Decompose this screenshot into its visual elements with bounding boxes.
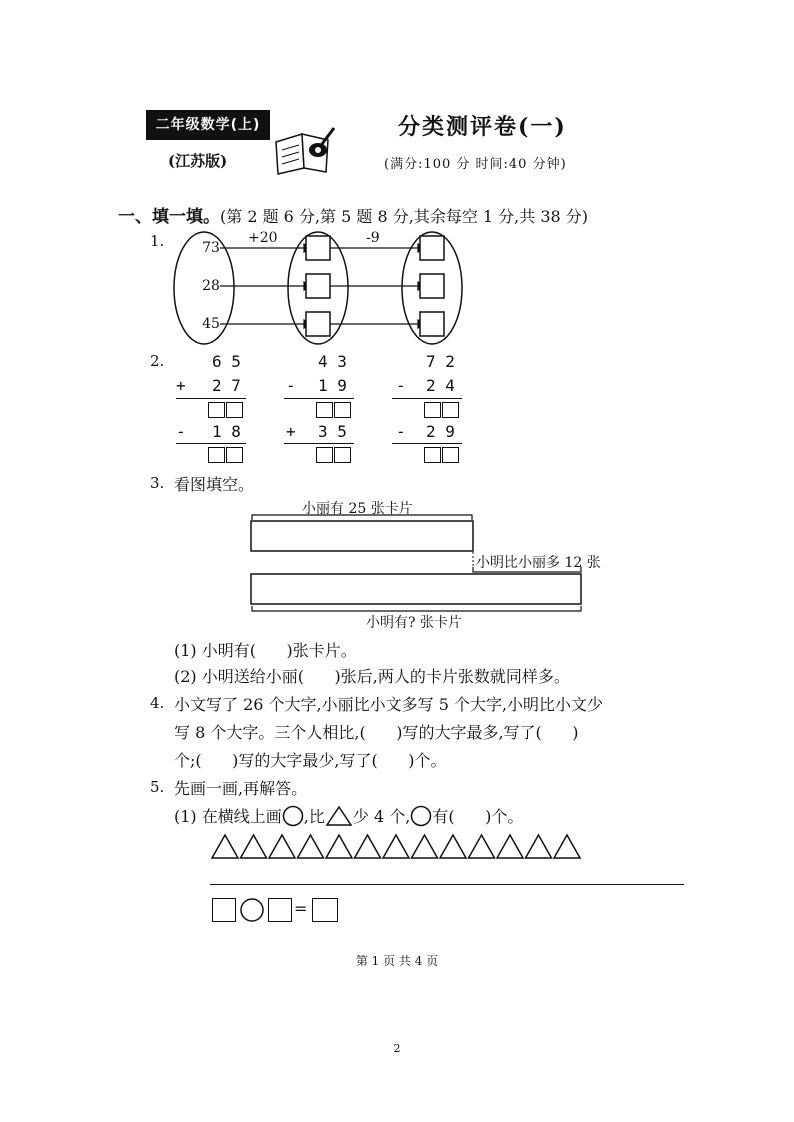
triangle-icon bbox=[241, 835, 267, 858]
q1-input-2: 28 bbox=[202, 278, 220, 294]
circle-icon bbox=[410, 805, 432, 827]
answer-box[interactable] bbox=[226, 402, 243, 418]
triangle-icon bbox=[497, 835, 523, 858]
circle-icon bbox=[282, 805, 304, 827]
answer-box[interactable] bbox=[442, 447, 459, 463]
q3-sub-question-1: (1) 小明有( )张卡片。 bbox=[174, 641, 357, 660]
question-1-number: 1. bbox=[150, 232, 165, 250]
question-5-number: 5. bbox=[150, 778, 165, 796]
q5-sub-question-1 bbox=[174, 804, 523, 827]
q1-input-1: 73 bbox=[202, 240, 220, 256]
q3-label-xiaoli: 小丽有 25 张卡片 bbox=[302, 501, 413, 517]
question-2-number: 2. bbox=[150, 352, 165, 370]
q4-line-2: 写 8 个大字。三个人相比,( )写的大字最多,写了( ) bbox=[174, 723, 579, 742]
answer-box[interactable] bbox=[316, 402, 333, 418]
triangle-icon bbox=[269, 835, 295, 858]
q3-label-difference: 小明比小丽多 12 张 bbox=[476, 555, 601, 571]
answer-box[interactable] bbox=[424, 447, 441, 463]
answer-box[interactable] bbox=[208, 447, 225, 463]
section-note: (第 2 题 6 分,第 5 题 8 分,其余每空 1 分,共 38 分) bbox=[220, 207, 589, 226]
q2-col1-op1: + bbox=[176, 376, 186, 395]
q5-sub1-part-d: 有( )个。 bbox=[432, 807, 524, 826]
q2-col3-op2: - bbox=[396, 422, 406, 441]
q2-col2-n1: 1 9 bbox=[318, 376, 347, 395]
answer-box[interactable] bbox=[226, 447, 243, 463]
q2-col2-n2: 3 5 bbox=[318, 422, 347, 441]
answer-box[interactable] bbox=[334, 402, 351, 418]
q2-col2-op1: - bbox=[286, 376, 296, 395]
section-title: 填一填。 bbox=[152, 207, 220, 227]
q1-operation-1: +20 bbox=[248, 230, 278, 246]
section-number: 一、 bbox=[118, 207, 152, 227]
answer-box[interactable] bbox=[208, 402, 225, 418]
operator-circle[interactable] bbox=[238, 897, 266, 923]
question-3-prompt: 看图填空。 bbox=[174, 475, 255, 494]
page-number: 2 bbox=[393, 1042, 401, 1055]
q2-col2-rule-2 bbox=[284, 443, 354, 444]
q2-col3-op1: - bbox=[396, 376, 406, 395]
q2-col3-n1: 2 4 bbox=[426, 376, 455, 395]
triangle-icon bbox=[355, 835, 381, 858]
q1-operation-2: -9 bbox=[366, 230, 380, 246]
triangle-icon bbox=[554, 835, 580, 858]
grade-badge: 二年级数学(上) bbox=[146, 110, 270, 140]
q2-col1-n2: 1 8 bbox=[212, 422, 241, 441]
triangle-icon bbox=[383, 835, 409, 858]
question-4-number: 4. bbox=[150, 694, 165, 712]
q2-col2-rule-1 bbox=[284, 398, 354, 399]
triangle-icon bbox=[325, 805, 353, 827]
triangle-icon bbox=[298, 835, 324, 858]
question-3-number: 3. bbox=[150, 474, 165, 492]
q5-triangle-row bbox=[210, 833, 590, 861]
triangle-icon bbox=[412, 835, 438, 858]
q2-col1-rule-2 bbox=[176, 443, 246, 444]
equation-box[interactable] bbox=[268, 898, 292, 922]
q2-col2-op2: + bbox=[286, 422, 296, 441]
q2-col3-rule-1 bbox=[392, 398, 462, 399]
answer-box[interactable] bbox=[424, 402, 441, 418]
triangle-icon bbox=[440, 835, 466, 858]
q2-col1-top: 6 5 bbox=[212, 352, 241, 371]
equals-sign: = bbox=[294, 899, 308, 918]
q2-col2-top: 4 3 bbox=[318, 352, 347, 371]
page-footer: 第 1 页 共 4 页 bbox=[355, 954, 439, 968]
page-title: 分类测评卷(一) bbox=[398, 114, 567, 140]
q4-line-3: 个;( )写的大字最少,写了( )个。 bbox=[174, 751, 447, 770]
q2-col3-n2: 2 9 bbox=[426, 422, 455, 441]
book-pen-illustration bbox=[272, 124, 338, 176]
q2-col1-rule-1 bbox=[176, 398, 246, 399]
score-time-info: (满分:100 分 时间:40 分钟) bbox=[384, 157, 567, 172]
equation-box[interactable] bbox=[312, 898, 338, 922]
q1-input-3: 45 bbox=[202, 316, 220, 332]
answer-box[interactable] bbox=[334, 447, 351, 463]
q4-line-1: 小文写了 26 个大字,小丽比小文多写 5 个大字,小明比小文少 bbox=[174, 695, 604, 714]
answer-box[interactable] bbox=[316, 447, 333, 463]
triangle-icon bbox=[469, 835, 495, 858]
q5-sub1-part-b: ,比 bbox=[303, 807, 325, 826]
q2-col3-rule-2 bbox=[392, 443, 462, 444]
q5-sub1-part-c: 少 4 个, bbox=[352, 807, 411, 826]
q3-label-xiaoming: 小明有? 张卡片 bbox=[366, 615, 462, 631]
q3-sub-question-2: (2) 小明送给小丽( )张后,两人的卡片张数就同样多。 bbox=[174, 667, 570, 686]
question-5-prompt: 先画一画,再解答。 bbox=[174, 779, 308, 798]
q2-col1-n1: 2 7 bbox=[212, 376, 241, 395]
q2-col3-top: 7 2 bbox=[426, 352, 455, 371]
section-heading bbox=[118, 202, 588, 227]
triangle-icon bbox=[212, 835, 238, 858]
q5-sub1-part-a: (1) 在横线上画 bbox=[174, 807, 282, 826]
q2-col1-op2: - bbox=[176, 422, 186, 441]
edition-label: (江苏版) bbox=[168, 152, 228, 170]
triangle-icon bbox=[526, 835, 552, 858]
answer-box[interactable] bbox=[442, 402, 459, 418]
triangle-icon bbox=[326, 835, 352, 858]
equation-box[interactable] bbox=[212, 898, 236, 922]
q5-drawing-line[interactable] bbox=[210, 884, 684, 885]
